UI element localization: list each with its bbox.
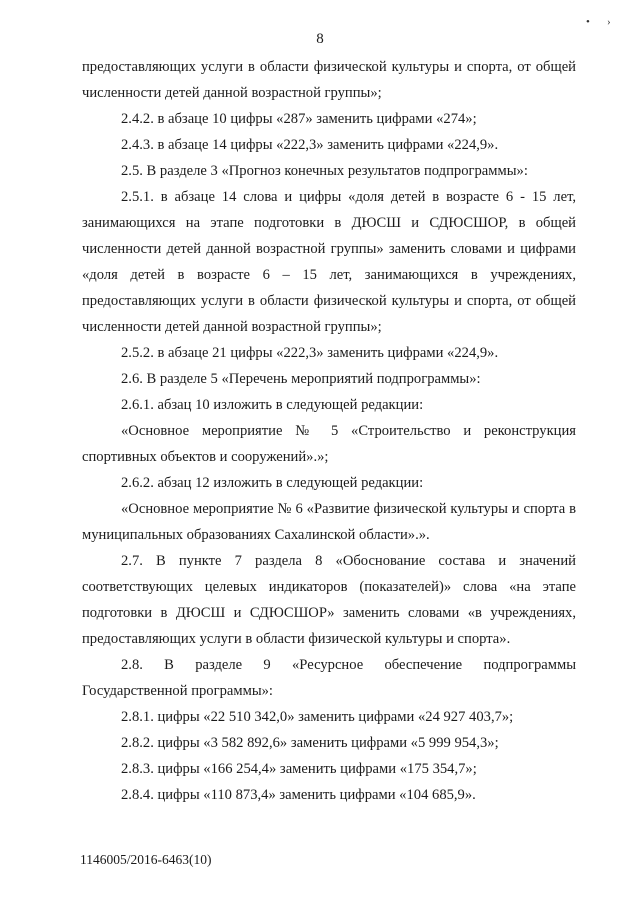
paragraph: 2.8. В разделе 9 «Ресурсное обеспечение подпрограммы Государственной программы»: [82, 657, 576, 699]
paragraph: 2.5.2. в абзаце 21 цифры «222,3» заменить цифрами «224,9». [121, 345, 499, 361]
paragraph: 2.4.2. в абзаце 10 цифры «287» заменить цифрами «274»; [121, 111, 477, 127]
paragraph: 2.8.1. цифры «22 510 342,0» заменить цифрами «24 927 403,7»; [121, 709, 514, 725]
paragraph: 2.8.3. цифры «166 254,4» заменить цифрами «175 354,7»; [121, 761, 477, 777]
scan-mark: • [586, 16, 590, 28]
document-body [82, 54, 576, 808]
paragraph: 2.6.2. абзац 12 изложить в следующей редакции: [121, 475, 424, 491]
paragraph: предоставляющих услуги в области физической культуры и спорта, от общей численности детей данной возрастной группы»; [82, 59, 576, 101]
paragraph: 2.6. В разделе 5 «Перечень мероприятий подпрограммы»: [121, 371, 481, 387]
paragraph: 2.5.1. в абзаце 14 слова и цифры «доля детей в возрасте 6 - 15 лет, занимающихся на этапе подготовки в ДЮСШ и СДЮСШОР, в общей численности детей данной возрастной группы» заменить словами и цифрами «доля детей в возрасте 6 – 15 лет, занимающихся в учреждениях, предоставляющих услуги в области физической культуры и спорта, от общей численности детей данной возрастной группы»; [82, 189, 576, 335]
document-code-footer: 1146005/2016-6463(10) [80, 852, 212, 867]
paragraph: 2.7. В пункте 7 раздела 8 «Обоснование состава и значений соответствующих целевых индикаторов (показателей)» слова «на этапе подготовки в ДЮСШ и СДЮСШОР» заменить словами «в учреждениях, предоставляющих услуги в области физической культуры и спорта». [82, 553, 576, 647]
paragraph: «Основное мероприятие № 5 «Строительство и реконструкция спортивных объектов и сооружений».»; [82, 423, 576, 465]
paragraph: 2.8.2. цифры «3 582 892,6» заменить цифрами «5 999 954,3»; [121, 735, 499, 751]
scan-mark: › [607, 16, 611, 28]
page-number: 8 [316, 31, 324, 47]
paragraph: 2.4.3. в абзаце 14 цифры «222,3» заменить цифрами «224,9». [121, 137, 499, 153]
paragraph: 2.6.1. абзац 10 изложить в следующей редакции: [121, 397, 424, 413]
paragraph: «Основное мероприятие № 6 «Развитие физической культуры и спорта в муниципальных образованиях Сахалинской области».». [82, 501, 576, 543]
paragraph: 2.8.4. цифры «110 873,4» заменить цифрами «104 685,9». [121, 787, 476, 803]
paragraph: 2.5. В разделе 3 «Прогноз конечных результатов подпрограммы»: [121, 163, 528, 179]
